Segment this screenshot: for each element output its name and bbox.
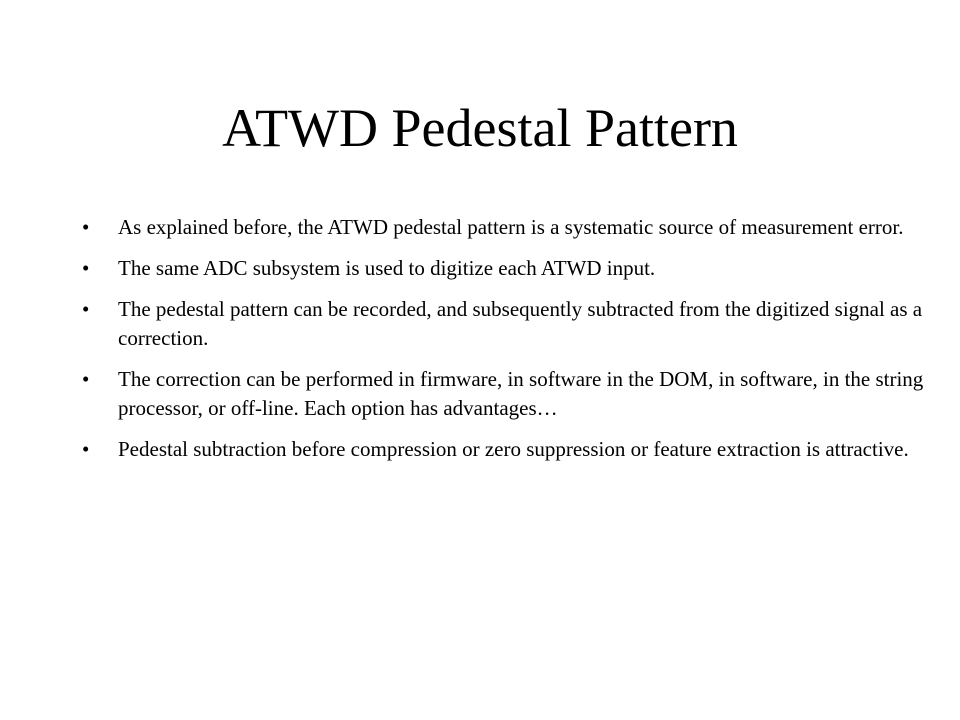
bullet-item — [82, 254, 942, 283]
bullet-text: As explained before, the ATWD pedestal pattern is a systematic source of measurement error. — [118, 215, 904, 239]
bullet-icon: • — [82, 256, 90, 280]
bullet-text: The pedestal pattern can be recorded, and subsequently subtracted from the digitized signal as a correction. — [118, 297, 923, 350]
bullet-icon: • — [82, 297, 90, 321]
bullet-icon: • — [82, 367, 90, 391]
bullet-text: The correction can be performed in firmware, in software in the DOM, in software, in the string processor, or off-line. Each option has advantages… — [118, 367, 924, 420]
bullet-item — [82, 295, 942, 353]
bullet-item — [82, 365, 942, 423]
bullet-item — [82, 435, 942, 464]
bullet-text: The same ADC subsystem is used to digitize each ATWD input. — [118, 256, 656, 280]
bullet-text: Pedestal subtraction before compression or zero suppression or feature extraction is attractive. — [118, 437, 909, 461]
bullet-list — [82, 213, 942, 476]
bullet-icon: • — [82, 215, 90, 239]
slide-title: ATWD Pedestal Pattern — [222, 98, 738, 158]
bullet-icon: • — [82, 437, 90, 461]
bullet-item — [82, 213, 942, 242]
